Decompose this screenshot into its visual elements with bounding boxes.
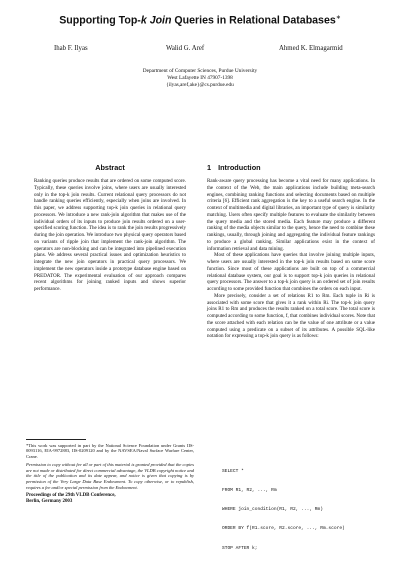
- affiliation: [20, 68, 380, 88]
- title-footnote-mark: ∗: [335, 15, 341, 21]
- title-suffix: Queries in Relational Databases: [171, 14, 336, 27]
- query-line: WHERE join_condition(R1, R2, ..., Rm): [222, 507, 323, 513]
- proceedings-line: Proceedings of the 29th VLDB Conference,: [26, 493, 116, 499]
- proceedings-location: Berlin, Germany 2003: [26, 499, 73, 505]
- title-k: k: [140, 14, 147, 27]
- intro-paragraph: More precisely, consider a set of relations R1 to Rm. Each tuple in Ri is associated with some score that gives it a rank within Ri. The top-k join query joins R1 to Rm and produces the results ranked on a total score. The total score is computed according to some function, f, that combines individual scores. Note that the score attached with each relation can be the value of one attribute or a value computed using a predicate on a subset of its attributes. A possible SQL-like notation for expressing a top-k join query is as follows:: [207, 292, 375, 340]
- funding-footnote: *This work was supported in part by the National Science Foundation under Grants IIS-0093116, EIA-9972883, IIS-0209120 and by the NAVSEA/Naval Surface Warfare Center, Crane.: [26, 442, 194, 459]
- affiliation-address: West Lafayette IN 47907-1398: [167, 74, 233, 81]
- title-prefix: Supporting Top-: [59, 14, 141, 27]
- sql-query-block: [222, 456, 372, 565]
- query-line: STOP AFTER k;: [222, 545, 258, 551]
- introduction-heading: [207, 163, 375, 172]
- query-line: SELECT *: [222, 468, 244, 474]
- author-name: Ihab F. Ilyas: [54, 45, 88, 52]
- intro-paragraph: Most of these applications have queries that involve joining multiple inputs, where users are usually interested in the top-k join results based on some score function. Since most of these applications are built on top of a commercial relational database system, our goal is to support top-k join queries in relational query processors. The answer to a top-k join query is an ordered set of join results according to some provided function that combines the orders on each input.: [207, 252, 375, 292]
- section-number: 1: [207, 163, 212, 172]
- author-name: Ahmed K. Elmagarmid: [279, 45, 343, 52]
- abstract-heading: Abstract: [95, 163, 125, 172]
- abstract-section: [26, 163, 194, 293]
- query-line: FROM R1, R2, ..., Rm: [222, 488, 277, 494]
- footnote-rule: [26, 439, 86, 440]
- author-name: Walid G. Aref: [166, 45, 205, 52]
- abstract-text: Ranking queries produce results that are ordered on some computed score. Typically, these queries involve joins, where users are usually interested only in the top-k join results. Current relational query processors do not handle ranking queries efficiently, especially when joins are involved. In this paper, we address supporting top-k join queries in relational query processors. We introduce a new rank-join algorithm that makes use of the individual orders of its inputs to produce join results ordered on a user-specified scoring function. The idea is to rank the join results progressively during the join operation. We introduce two physical query operators based on variants of ripple join that implement the rank-join algorithm. The operators are non-blocking and can be integrated into pipelined execution plans. We address several practical issues and optimization heuristics to integrate the new join operators in practical query processors. We implement the new operators inside a prototype database engine based on PREDATOR. The experimental evaluation of our approach compares recent algorithms for joining ranked inputs and shows superior performance.: [34, 178, 186, 292]
- permission-notice: Permission to copy without fee all or part of this material is granted provided that the copies are not made or distributed for direct commercial advantage, the VLDB copyright notice and the title of the publication and its date appear, and notice is given that copying is by permission of the Very Large Data Base Endowment. To copy otherwise, or to republish, requires a fee and/or special permission from the Endowment.: [26, 462, 194, 490]
- title-join: Join: [149, 14, 172, 27]
- author-list: [20, 45, 380, 55]
- query-line: ORDER BY f(R1.score, R2.score, ..., Rm.score): [222, 526, 345, 532]
- section-title: Introduction: [218, 163, 261, 172]
- paper-title: [20, 12, 380, 28]
- affiliation-department: Department of Computer Sciences, Purdue University: [142, 68, 258, 74]
- affiliation-email: {ilyas,aref,ake}@cs.purdue.edu: [166, 81, 234, 88]
- footnotes: [26, 439, 194, 505]
- introduction-section: [207, 163, 375, 340]
- intro-paragraph: Rank-aware query processing has become a vital need for many applications. In the context of the Web, the main applications include building meta-search engines, combining ranking functions and selecting documents based on multiple criteria [6]. Efficient rank aggregation is the key to a useful search engine. In the context of multimedia and digital libraries, an important type of query is similarity matching. Users often specify multiple features to evaluate the similarity between the query media and the stored media. Each feature may produce a different ranking of the media objects similar to the query, hence the need to combine these rankings, usually, through joining and aggregating the individual feature rankings to produce a global ranking. Similar applications exist in the context of information retrieval and data mining.: [207, 178, 375, 252]
